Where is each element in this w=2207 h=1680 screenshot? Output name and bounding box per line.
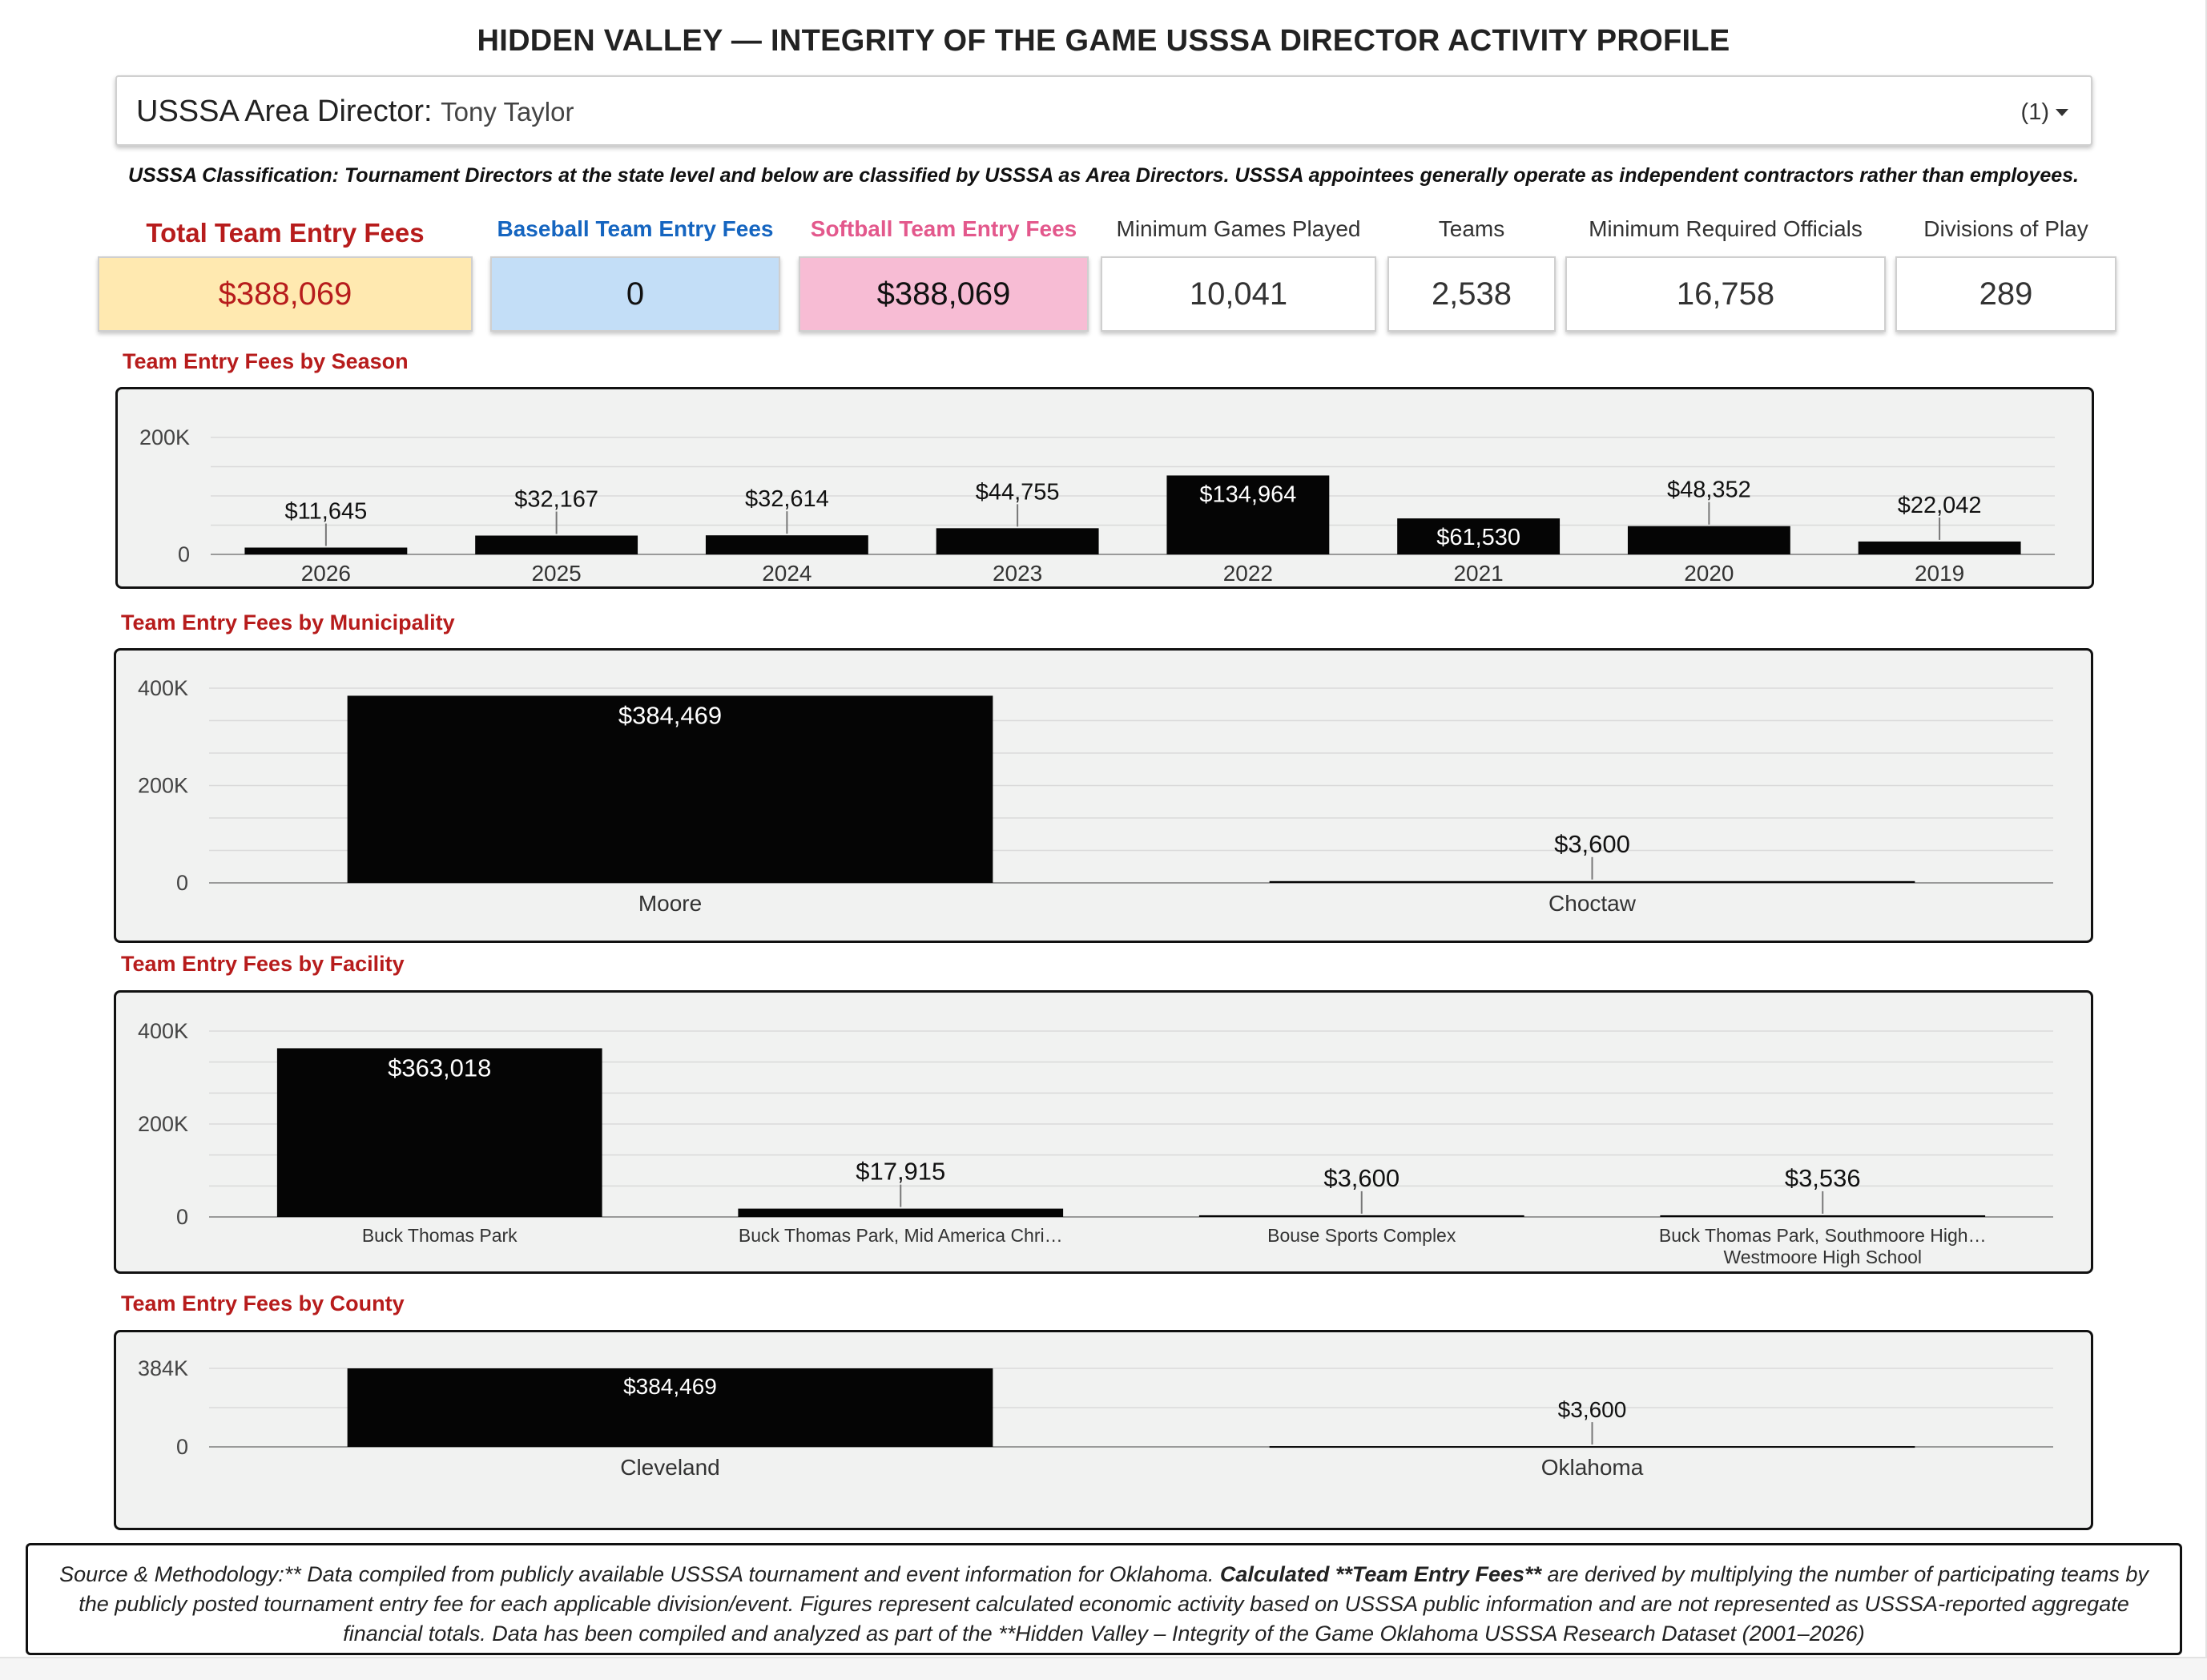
facility-y-tick-label: 200K [137, 1112, 188, 1136]
season-category-label: 2020 [1684, 561, 1734, 586]
facility-category-label: Bouse Sports Complex [1267, 1225, 1456, 1246]
season-data-label: $134,964 [1199, 481, 1297, 508]
facility-bar [1199, 1215, 1524, 1217]
source-methodology-note [26, 1543, 2182, 1655]
facility-bar [1660, 1215, 1985, 1217]
kpi-teams-label: Teams [1438, 216, 1505, 241]
season-data-label: $11,645 [284, 498, 368, 525]
classification-note: USSSA Classification: Tournament Directors at the state level and below are classified by USSSA as Area Directors. USSSA appointees generally operate as independent contractors rather than employees. [127, 164, 2079, 187]
source-text-bold: Calculated **Team Entry Fees** [1219, 1562, 1542, 1586]
municipality-y-tick-label: 400K [137, 676, 188, 700]
kpi-softball-fees-value: $388,069 [799, 256, 1089, 332]
facility-data-label: $3,600 [1323, 1163, 1400, 1192]
municipality-data-label: $384,469 [618, 701, 723, 730]
director-filter-value: Tony Taylor [441, 97, 574, 127]
kpi-min-games-label: Minimum Games Played [1116, 216, 1361, 241]
municipality-y-tick-label: 0 [175, 871, 188, 895]
season-data-label: $22,042 [1897, 492, 1982, 518]
kpi-baseball-fees-value: 0 [490, 256, 780, 332]
kpi-min-officials-label: Minimum Required Officials [1589, 216, 1863, 241]
season-bar [1628, 526, 1790, 554]
season-category-label: 2021 [1453, 561, 1504, 586]
municipality-bar-chart [116, 651, 2093, 943]
facility-bar [738, 1209, 1063, 1217]
municipality-category-label: Choctaw [1549, 891, 1636, 916]
kpi-total-fees-value: $388,069 [98, 256, 473, 332]
facility-data-label: $363,018 [388, 1054, 492, 1082]
county-chart-panel [114, 1330, 2093, 1530]
facility-chart-panel [114, 990, 2093, 1274]
kpi-divisions-value: 289 [1895, 256, 2116, 332]
kpi-total-fees-label: Total Team Entry Fees [146, 218, 425, 248]
facility-y-tick-label: 0 [175, 1205, 188, 1229]
facility-category-label: Westmoore High School [1723, 1247, 1923, 1267]
municipality-chart-title: Team Entry Fees by Municipality [121, 610, 455, 635]
facility-bar-chart [116, 993, 2093, 1274]
director-filter-label: USSSA Area Director: Tony Taylor [136, 95, 574, 128]
kpi-softball-fees-label: Softball Team Entry Fees [810, 216, 1077, 241]
facility-category-label: Buck Thomas Park, Southmoore High… [1658, 1225, 1987, 1246]
season-data-label: $61,530 [1436, 525, 1521, 551]
county-category-label: Cleveland [620, 1455, 720, 1480]
county-category-label: Oklahoma [1540, 1455, 1644, 1480]
county-chart-title: Team Entry Fees by County [121, 1291, 405, 1315]
season-bar [475, 536, 638, 554]
season-chart-title: Team Entry Fees by Season [123, 349, 409, 373]
facility-data-label: $3,536 [1784, 1163, 1861, 1192]
facility-chart-title: Team Entry Fees by Facility [121, 952, 405, 976]
season-category-label: 2023 [992, 561, 1043, 586]
season-y-tick-label: 200K [139, 425, 190, 449]
season-bar [1859, 542, 2021, 554]
kpi-teams-value: 2,538 [1387, 256, 1556, 332]
season-category-label: 2026 [300, 561, 352, 586]
season-data-label: $32,167 [514, 486, 599, 513]
season-bar [706, 535, 868, 554]
county-data-label: $384,469 [623, 1374, 717, 1399]
source-text-part2: are derived by multiplying the number of participating teams by the publicly posted tournament entry fee for each applicable division/event. Figures represent calculated economic activity based on USSSA public information and are not represented as USSSA-reported aggregate financial totals. Data has been compiled and analyzed as part of the **Hidden Valley – Integrity of the Game Oklahoma USSSA Research Dataset (2001–2026) [79, 1562, 2149, 1646]
page-title: HIDDEN VALLEY — INTEGRITY OF THE GAME USSSA DIRECTOR ACTIVITY PROFILE [477, 24, 1730, 58]
facility-data-label: $17,915 [856, 1157, 946, 1186]
season-bar-chart [118, 389, 2094, 589]
season-bar [936, 528, 1099, 554]
season-bar [244, 547, 407, 554]
county-bar [1270, 1446, 1915, 1448]
season-data-label: $48,352 [1666, 477, 1751, 503]
season-category-label: 2024 [762, 561, 812, 586]
season-category-label: 2025 [531, 561, 582, 586]
facility-y-tick-label: 400K [137, 1019, 188, 1043]
director-filter-label-text: USSSA Area Director [136, 95, 425, 128]
municipality-chart-panel [114, 648, 2093, 943]
municipality-category-label: Moore [638, 891, 703, 916]
season-data-label: $32,614 [744, 486, 829, 513]
county-y-tick-label: 384K [137, 1356, 188, 1380]
season-data-label: $44,755 [975, 479, 1060, 506]
facility-category-label: Buck Thomas Park [361, 1225, 518, 1246]
county-data-label: $3,600 [1557, 1397, 1627, 1423]
kpi-baseball-fees-label: Baseball Team Entry Fees [497, 216, 774, 241]
county-y-tick-label: 0 [175, 1435, 188, 1459]
kpi-min-games-value: 10,041 [1101, 256, 1376, 332]
season-chart-panel [115, 387, 2094, 589]
director-filter-count: (1) [2020, 99, 2049, 125]
source-text-part1: Source & Methodology:** Data compiled from publicly available USSSA tournament and event information for Oklahoma. [59, 1562, 1220, 1586]
kpi-divisions-label: Divisions of Play [1923, 216, 2088, 241]
caret-down-icon[interactable] [2056, 109, 2068, 116]
kpi-min-officials-value: 16,758 [1565, 256, 1886, 332]
facility-category-label: Buck Thomas Park, Mid America Chri… [738, 1225, 1063, 1246]
municipality-bar [1270, 881, 1915, 883]
municipality-data-label: $3,600 [1554, 829, 1630, 858]
season-y-tick-label: 0 [177, 542, 190, 566]
municipality-y-tick-label: 200K [137, 773, 188, 798]
county-bar-chart [116, 1332, 2093, 1530]
director-filter-dropdown[interactable] [115, 75, 2092, 146]
season-category-label: 2022 [1222, 561, 1274, 586]
season-category-label: 2019 [1914, 561, 1965, 586]
